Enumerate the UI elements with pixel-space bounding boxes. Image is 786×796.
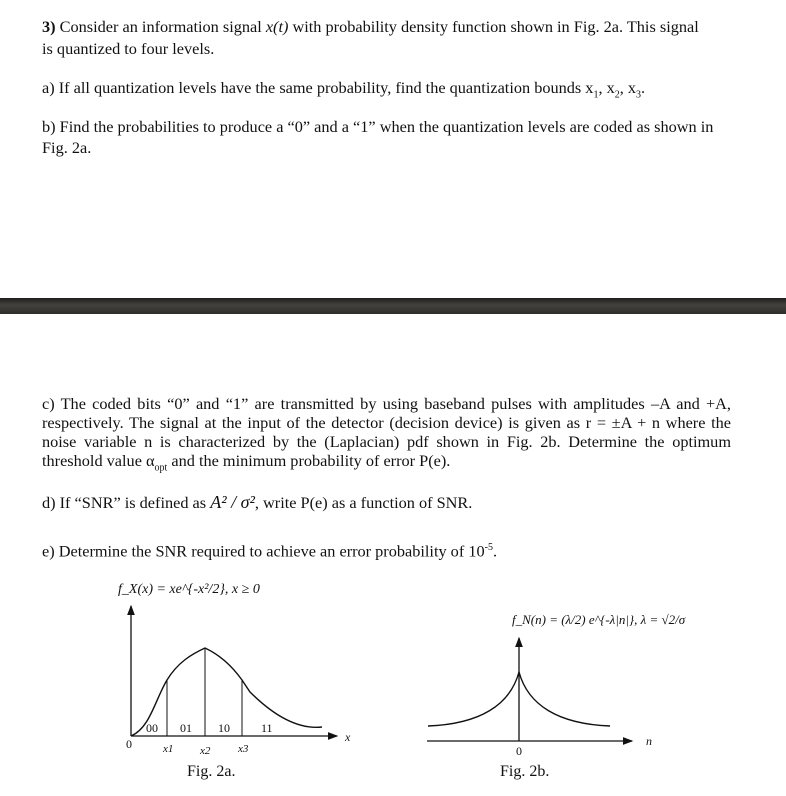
qc-line4-b: and the minimum probability of error P(e). xyxy=(167,451,451,470)
question-b-line-2: Fig. 2a. xyxy=(42,138,92,157)
qe-exponent: -5 xyxy=(484,542,493,553)
qe-text-a: e) Determine the SNR required to achieve an error probability of 10 xyxy=(42,541,485,561)
fig2b-axis-label: n xyxy=(646,734,652,748)
fig2b-caption: Fig. 2b. xyxy=(500,763,550,780)
bound-x1-label: x1 xyxy=(163,743,174,755)
q3-text-b: with probability density function shown in Fig. 2a. This signal xyxy=(288,17,699,36)
qa-sep2: , x xyxy=(619,78,637,97)
code-11: 11 xyxy=(261,721,273,735)
signal-symbol: x(t) xyxy=(265,17,289,36)
qa-text: a) If all quantization levels have the same probability, find the quantization bounds x xyxy=(42,78,594,97)
qa-sub2: 2 xyxy=(614,89,620,101)
question-b-line-1: b) Find the probabilities to produce a “0” and a “1” when the quantization levels are coded as shown in xyxy=(42,117,714,136)
qc-line4-a: threshold value α xyxy=(42,451,155,470)
question-c-line-3: noise variable n is characterized by the (Laplacian) pdf shown in Fig. 2b. Determine the optimum xyxy=(42,432,731,451)
code-10: 10 xyxy=(218,721,230,735)
fig2a-origin: 0 xyxy=(126,737,132,751)
qd-text-b: , write P(e) as a function of SNR. xyxy=(254,493,473,512)
bound-x3-label: x3 xyxy=(238,743,249,755)
fig2a-caption: Fig. 2a. xyxy=(187,763,236,780)
question-number: 3) xyxy=(42,17,56,36)
code-01: 01 xyxy=(180,721,192,735)
qa-sub1: 1 xyxy=(593,89,599,101)
figure-2a xyxy=(118,582,351,780)
fig2b-origin: 0 xyxy=(516,744,522,758)
question-c-line-2: respectively. The signal at the input of the detector (decision device) is given as r = ±A + n where the xyxy=(42,413,731,432)
question-3-line-2: is quantized to four levels. xyxy=(42,39,215,58)
qd-text-a: d) If “SNR” is defined as xyxy=(42,493,211,512)
q3-text-a: Consider an information signal xyxy=(55,17,266,36)
snr-expression: A² / σ² xyxy=(210,492,255,512)
bound-x2-label: x2 xyxy=(200,745,211,757)
question-c-line-1: c) The coded bits “0” and “1” are transmitted by using baseband pulses with amplitudes –A and +A, xyxy=(42,394,731,413)
figure-2b xyxy=(427,612,686,780)
fig2b-formula: f_N(n) = (λ/2) e^{-λ|n|}, λ = √2/σ xyxy=(512,612,686,627)
qa-sep1: , x xyxy=(598,78,615,97)
alpha-opt-subscript: opt xyxy=(154,462,168,474)
qa-end: . xyxy=(641,78,646,97)
code-00: 00 xyxy=(146,721,158,735)
fig2a-axis-label: x xyxy=(345,730,351,744)
qe-text-b: . xyxy=(492,541,498,561)
fig2a-formula: f_X(x) = xe^{-x²/2}, x ≥ 0 xyxy=(118,582,260,597)
qa-sub3: 3 xyxy=(636,89,642,101)
